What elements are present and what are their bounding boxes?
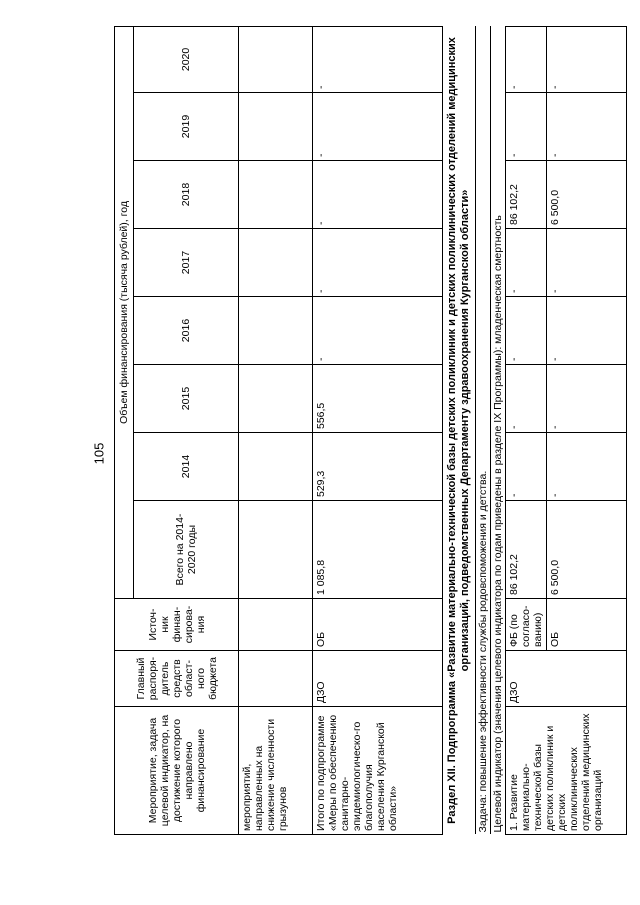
- section-task: Задача: повышение эффективности службы родовспоможения и детства.: [476, 26, 491, 834]
- header-year: Всего на 2014-2020 годы: [134, 501, 239, 599]
- page-number: 105: [91, 442, 107, 465]
- row-value: -: [506, 93, 547, 161]
- row-value: -: [313, 229, 443, 297]
- rotated-page: [114, 27, 619, 835]
- row-value: [239, 501, 313, 599]
- row-value: 1 085,8: [313, 501, 443, 599]
- row-value: -: [506, 229, 547, 297]
- row-manager: ДЗО: [313, 651, 443, 707]
- indicator-row: [491, 26, 506, 834]
- task-row: [476, 26, 491, 834]
- row-source: ФБ (по согласо-ванию): [506, 599, 547, 651]
- row-value: 86 102,2: [506, 161, 547, 229]
- row-value: 86 102,2: [506, 501, 547, 599]
- row-event: 1. Развитие материально-технической базы детских поликлиник и детских поликлинических отделений медицинских организаций: [506, 707, 627, 835]
- row-value: [239, 229, 313, 297]
- funding-table: [114, 26, 627, 835]
- header-source: Источ-ник финан-сирова-ния: [115, 599, 239, 651]
- row-value: -: [506, 26, 547, 92]
- header-year: 2020: [134, 26, 239, 92]
- header-funding: Объем финансирования (тысяча рублей), год: [115, 26, 134, 598]
- table-row: [239, 26, 313, 834]
- row-value: -: [313, 26, 443, 92]
- row-event: Итого по подпрограмме «Меры по обеспечению санитарно-эпидемиологическо-го благополучия населения Курганской области»: [313, 707, 443, 835]
- row-manager: [239, 651, 313, 707]
- table-row: [506, 26, 547, 834]
- row-value: 529,3: [313, 433, 443, 501]
- row-value: -: [547, 26, 627, 92]
- row-value: -: [506, 433, 547, 501]
- row-value: -: [547, 297, 627, 365]
- row-value: 6 500,0: [547, 501, 627, 599]
- row-value: 556,5: [313, 365, 443, 433]
- header-row-1: [115, 26, 134, 834]
- row-value: -: [547, 229, 627, 297]
- row-value: -: [547, 93, 627, 161]
- row-value: [239, 161, 313, 229]
- row-value: [239, 433, 313, 501]
- section-indicator: Целевой индикатор (значения целевого индикатора по годам приведены в разделе IX Программы): младенческая смертность: [491, 26, 506, 834]
- row-source: ОБ: [547, 599, 627, 651]
- header-year: 2016: [134, 297, 239, 365]
- header-year: 2019: [134, 93, 239, 161]
- row-value: -: [547, 433, 627, 501]
- header-year: 2017: [134, 229, 239, 297]
- header-manager: Главный распоря-дитель средств област-ного бюджета: [115, 651, 239, 707]
- header-year: 2018: [134, 161, 239, 229]
- row-value: [239, 26, 313, 92]
- header-event: Мероприятие, задача целевой индикатор, на достижение которого направлено финансирование: [115, 707, 239, 835]
- row-value: [239, 365, 313, 433]
- row-value: [239, 297, 313, 365]
- row-source: [239, 599, 313, 651]
- row-source: ОБ: [313, 599, 443, 651]
- header-year: 2014: [134, 433, 239, 501]
- row-value: [239, 93, 313, 161]
- row-value: -: [506, 297, 547, 365]
- row-value: -: [313, 161, 443, 229]
- row-manager: ДЗО: [506, 651, 627, 707]
- row-event: мероприятий, направленных на снижение численности грызунов: [239, 707, 313, 835]
- header-year: 2015: [134, 365, 239, 433]
- row-value: -: [313, 297, 443, 365]
- section-title-row: [443, 26, 476, 834]
- table-row: [313, 26, 443, 834]
- row-value: -: [547, 365, 627, 433]
- row-value: -: [313, 93, 443, 161]
- row-value: -: [506, 365, 547, 433]
- section-title: Раздел XII. Подпрограмма «Развитие материально-технической базы детских поликлиник и детских поликлинических отделений медицинских организаций, подведомственных Департаменту здравоохранения Курганской области»: [443, 26, 476, 834]
- row-value: 6 500,0: [547, 161, 627, 229]
